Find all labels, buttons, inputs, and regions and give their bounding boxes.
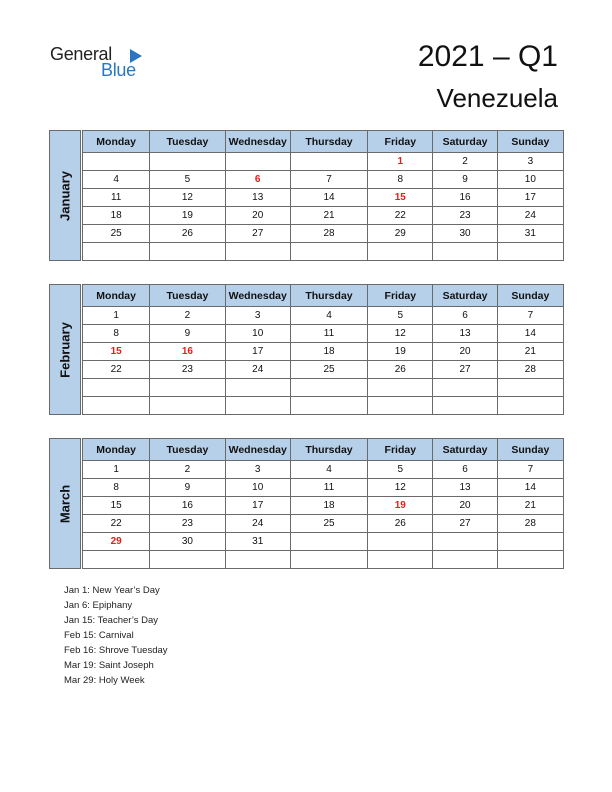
weekday-header: Sunday [497, 285, 563, 307]
empty-cell [497, 379, 563, 397]
empty-cell [368, 533, 433, 551]
page-title: 2021 – Q1 [417, 40, 558, 73]
month-name: March [57, 484, 73, 523]
weekday-header: Tuesday [150, 285, 225, 307]
empty-cell [290, 551, 367, 569]
week-row [83, 479, 564, 497]
day-cell: 27 [225, 225, 290, 243]
weekday-header: Sunday [497, 131, 563, 153]
empty-cell [368, 397, 433, 415]
weekday-header: Thursday [290, 131, 367, 153]
day-cell: 29 [83, 533, 150, 551]
week-row [83, 361, 564, 379]
empty-cell [368, 243, 433, 261]
empty-cell [290, 533, 367, 551]
week-row [83, 225, 564, 243]
week-row [83, 343, 564, 361]
day-cell: 30 [433, 225, 497, 243]
day-cell: 14 [497, 479, 563, 497]
month-table [82, 438, 564, 569]
day-cell: 31 [497, 225, 563, 243]
month-table [82, 130, 564, 261]
day-cell: 22 [83, 361, 150, 379]
week-row [83, 325, 564, 343]
day-cell: 9 [150, 325, 225, 343]
weekday-header: Monday [83, 131, 150, 153]
day-cell: 23 [150, 361, 225, 379]
empty-cell [433, 243, 497, 261]
day-cell: 18 [290, 497, 367, 515]
day-cell: 24 [497, 207, 563, 225]
weekday-header: Wednesday [225, 439, 290, 461]
day-cell: 31 [225, 533, 290, 551]
week-row [83, 153, 564, 171]
empty-cell [290, 379, 367, 397]
empty-cell [290, 397, 367, 415]
week-row [83, 515, 564, 533]
day-cell: 3 [497, 153, 563, 171]
week-row [83, 533, 564, 551]
day-cell: 20 [433, 343, 497, 361]
empty-cell [433, 379, 497, 397]
week-row [83, 497, 564, 515]
week-row [83, 189, 564, 207]
brand-logo [50, 44, 150, 84]
day-cell: 6 [225, 171, 290, 189]
week-row [83, 461, 564, 479]
day-cell: 9 [150, 479, 225, 497]
holiday-note: Jan 1: New Year’s Day [64, 585, 160, 596]
day-cell: 2 [433, 153, 497, 171]
empty-cell [225, 243, 290, 261]
day-cell: 24 [225, 515, 290, 533]
day-cell: 1 [83, 307, 150, 325]
day-cell: 15 [83, 343, 150, 361]
empty-cell [497, 533, 563, 551]
empty-cell [290, 243, 367, 261]
day-cell: 7 [497, 307, 563, 325]
day-cell: 5 [368, 461, 433, 479]
day-cell: 16 [433, 189, 497, 207]
day-cell: 10 [225, 479, 290, 497]
day-cell: 14 [497, 325, 563, 343]
day-cell: 28 [497, 515, 563, 533]
empty-cell [290, 153, 367, 171]
day-cell: 22 [83, 515, 150, 533]
empty-cell [83, 379, 150, 397]
day-cell: 13 [433, 325, 497, 343]
day-cell: 25 [290, 361, 367, 379]
day-cell: 25 [290, 515, 367, 533]
day-cell: 1 [368, 153, 433, 171]
day-cell: 9 [433, 171, 497, 189]
empty-cell [225, 551, 290, 569]
day-cell: 29 [368, 225, 433, 243]
day-cell: 24 [225, 361, 290, 379]
week-row [83, 243, 564, 261]
day-cell: 26 [150, 225, 225, 243]
empty-cell [433, 397, 497, 415]
empty-cell [150, 379, 225, 397]
day-cell: 17 [225, 497, 290, 515]
weekday-header: Tuesday [150, 439, 225, 461]
weekday-header: Friday [368, 131, 433, 153]
month-name: February [57, 321, 73, 378]
weekday-header: Monday [83, 439, 150, 461]
holiday-note: Feb 15: Carnival [64, 630, 134, 641]
holiday-note: Jan 6: Epiphany [64, 600, 133, 611]
week-row [83, 551, 564, 569]
day-cell: 21 [497, 497, 563, 515]
weekday-header: Friday [368, 439, 433, 461]
day-cell: 13 [433, 479, 497, 497]
weekday-header: Monday [83, 285, 150, 307]
day-cell: 13 [225, 189, 290, 207]
holiday-note: Mar 29: Holy Week [64, 675, 145, 686]
day-cell: 20 [433, 497, 497, 515]
day-cell: 4 [290, 461, 367, 479]
day-cell: 26 [368, 361, 433, 379]
weekday-header: Saturday [433, 131, 497, 153]
weekday-header: Thursday [290, 285, 367, 307]
day-cell: 28 [497, 361, 563, 379]
empty-cell [368, 379, 433, 397]
day-cell: 12 [368, 479, 433, 497]
day-cell: 15 [83, 497, 150, 515]
weekday-header: Saturday [433, 439, 497, 461]
day-cell: 21 [290, 207, 367, 225]
day-cell: 5 [150, 171, 225, 189]
day-cell: 18 [83, 207, 150, 225]
day-cell: 3 [225, 461, 290, 479]
day-cell: 16 [150, 343, 225, 361]
holiday-note: Feb 16: Shrove Tuesday [64, 645, 168, 656]
day-cell: 4 [83, 171, 150, 189]
day-cell: 25 [83, 225, 150, 243]
day-cell: 22 [368, 207, 433, 225]
day-cell: 11 [290, 325, 367, 343]
day-cell: 20 [225, 207, 290, 225]
day-cell: 2 [150, 461, 225, 479]
empty-cell [83, 397, 150, 415]
day-cell: 19 [368, 497, 433, 515]
holiday-note: Jan 15: Teacher’s Day [64, 615, 159, 626]
month-label [49, 130, 81, 261]
empty-cell [150, 397, 225, 415]
day-cell: 18 [290, 343, 367, 361]
empty-cell [225, 153, 290, 171]
brand-word-general: General [50, 44, 112, 64]
weekday-header: Sunday [497, 439, 563, 461]
day-cell: 8 [368, 171, 433, 189]
day-cell: 10 [497, 171, 563, 189]
day-cell: 19 [150, 207, 225, 225]
empty-cell [225, 397, 290, 415]
empty-cell [433, 533, 497, 551]
day-cell: 7 [290, 171, 367, 189]
day-cell: 27 [433, 361, 497, 379]
weekday-header: Saturday [433, 285, 497, 307]
empty-cell [150, 153, 225, 171]
empty-cell [368, 551, 433, 569]
day-cell: 14 [290, 189, 367, 207]
empty-cell [150, 551, 225, 569]
holiday-notes [64, 583, 168, 688]
month-label [49, 438, 81, 569]
weekday-header: Tuesday [150, 131, 225, 153]
weekday-header: Friday [368, 285, 433, 307]
day-cell: 15 [368, 189, 433, 207]
empty-cell [83, 153, 150, 171]
day-cell: 12 [368, 325, 433, 343]
day-cell: 17 [225, 343, 290, 361]
empty-cell [497, 243, 563, 261]
country-title: Venezuela [436, 83, 558, 113]
month-name: January [57, 170, 73, 221]
week-row [83, 397, 564, 415]
day-cell: 23 [150, 515, 225, 533]
day-cell: 27 [433, 515, 497, 533]
day-cell: 5 [368, 307, 433, 325]
day-cell: 8 [83, 479, 150, 497]
weekday-header: Wednesday [225, 285, 290, 307]
day-cell: 23 [433, 207, 497, 225]
week-row [83, 207, 564, 225]
day-cell: 4 [290, 307, 367, 325]
day-cell: 11 [83, 189, 150, 207]
day-cell: 6 [433, 461, 497, 479]
weekday-header: Thursday [290, 439, 367, 461]
day-cell: 1 [83, 461, 150, 479]
day-cell: 17 [497, 189, 563, 207]
day-cell: 30 [150, 533, 225, 551]
weekday-header: Wednesday [225, 131, 290, 153]
day-cell: 12 [150, 189, 225, 207]
empty-cell [83, 551, 150, 569]
empty-cell [433, 551, 497, 569]
brand-word-blue: Blue [101, 60, 136, 80]
day-cell: 28 [290, 225, 367, 243]
day-cell: 3 [225, 307, 290, 325]
day-cell: 7 [497, 461, 563, 479]
day-cell: 11 [290, 479, 367, 497]
day-cell: 6 [433, 307, 497, 325]
empty-cell [497, 397, 563, 415]
empty-cell [225, 379, 290, 397]
empty-cell [150, 243, 225, 261]
day-cell: 8 [83, 325, 150, 343]
week-row [83, 171, 564, 189]
empty-cell [497, 551, 563, 569]
empty-cell [83, 243, 150, 261]
day-cell: 10 [225, 325, 290, 343]
day-cell: 2 [150, 307, 225, 325]
day-cell: 19 [368, 343, 433, 361]
day-cell: 26 [368, 515, 433, 533]
day-cell: 21 [497, 343, 563, 361]
month-label [49, 284, 81, 415]
day-cell: 16 [150, 497, 225, 515]
holiday-note: Mar 19: Saint Joseph [64, 660, 154, 671]
month-table [82, 284, 564, 415]
week-row [83, 379, 564, 397]
week-row [83, 307, 564, 325]
